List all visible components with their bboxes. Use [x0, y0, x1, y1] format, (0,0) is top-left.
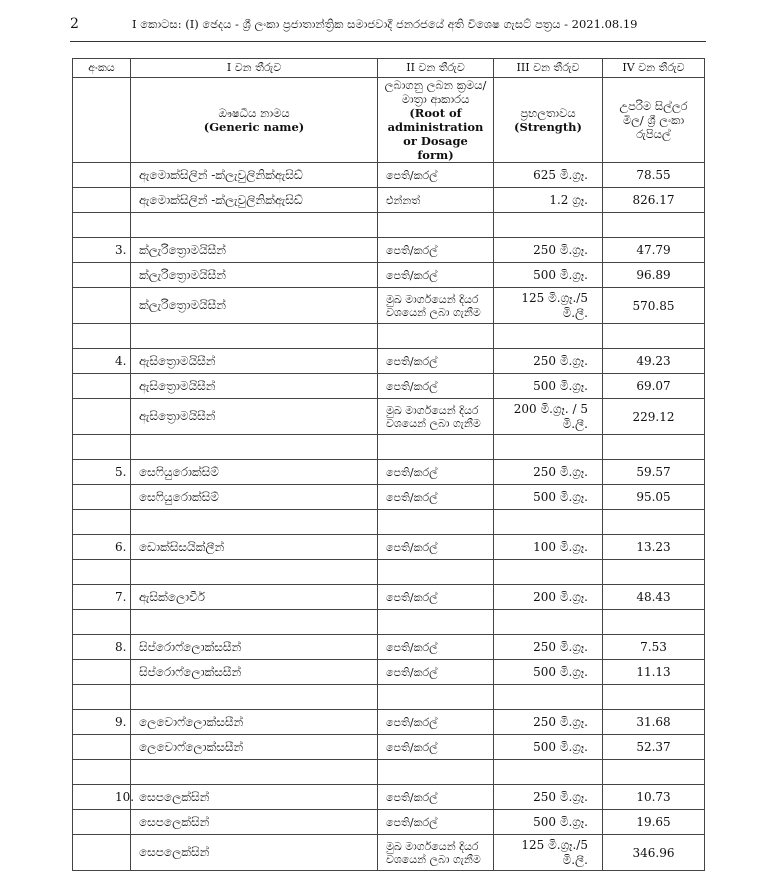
- generic-name-cell: ලෙවොෆ්ලොක්සසීන්: [131, 710, 378, 735]
- table-row: [73, 835, 705, 871]
- generic-name-cell: ලෙවොෆ්ලොක්සසීන්: [131, 735, 378, 760]
- table-row: [73, 399, 705, 435]
- spacer-row: [73, 213, 705, 238]
- max-retail-price-cell: 59.57: [603, 460, 705, 485]
- item-number-cell: [73, 435, 131, 460]
- max-retail-price-cell: 52.37: [603, 735, 705, 760]
- item-number-cell: [73, 213, 131, 238]
- page-header: [70, 16, 706, 36]
- max-retail-price-cell: [603, 324, 705, 349]
- table-row: [73, 263, 705, 288]
- generic-name-cell: සෙපලෙක්සින්: [131, 835, 378, 871]
- dosage-form-cell: එන්නත්: [378, 188, 494, 213]
- generic-name-cell: [131, 435, 378, 460]
- strength-cell: [494, 760, 603, 785]
- dosage-form-cell: පෙති/කරල්: [378, 585, 494, 610]
- max-retail-price-cell: 7.53: [603, 635, 705, 660]
- dosage-form-cell: පෙති/කරල්: [378, 735, 494, 760]
- item-number-cell: [73, 288, 131, 324]
- dosage-form-cell: පෙති/කරල්: [378, 635, 494, 660]
- strength-header: [494, 78, 603, 163]
- generic-name-cell: සිප්රොෆ්ලොක්සසීන්: [131, 635, 378, 660]
- strength-cell: [494, 685, 603, 710]
- item-number-cell: [73, 610, 131, 635]
- sub-header-empty: [73, 78, 131, 163]
- dosage-form-cell: [378, 435, 494, 460]
- dosage-form-cell: [378, 324, 494, 349]
- strength-cell: 125 මි.ග්‍රෑ./5 මි.ලී.: [494, 288, 603, 324]
- strength-cell: [494, 560, 603, 585]
- max-retail-price-cell: 96.89: [603, 263, 705, 288]
- strength-cell: 200 මි.ග්‍රෑ.: [494, 585, 603, 610]
- table-row: [73, 535, 705, 560]
- strength-cell: 250 මි.ග්‍රෑ.: [494, 460, 603, 485]
- dosage-form-cell: පෙති/කරල්: [378, 349, 494, 374]
- route-header: [378, 78, 494, 163]
- dosage-form-cell: [378, 760, 494, 785]
- item-number-cell: [73, 660, 131, 685]
- max-retail-price-cell: 346.96: [603, 835, 705, 871]
- strength-cell: [494, 324, 603, 349]
- dosage-form-cell: පෙති/කරල්: [378, 660, 494, 685]
- max-retail-price-cell: 78.55: [603, 163, 705, 188]
- strength-cell: 125 මි.ග්‍රෑ./5 මි.ලී.: [494, 835, 603, 871]
- dosage-form-cell: [378, 510, 494, 535]
- strength-cell: 625 මි.ග්‍රෑ.: [494, 163, 603, 188]
- strength-cell: [494, 510, 603, 535]
- generic-name-cell: ඇමොක්සිලින් -ක්ලැවුලිනික්ඇසිඩ්: [131, 163, 378, 188]
- column-header: II වන තීරුව: [378, 59, 494, 78]
- dosage-form-cell: මුඛ මාර්ගයෙන් දියර වශයෙන් ලබා ගැනීම: [378, 288, 494, 324]
- strength-cell: 100 මි.ග්‍රෑ.: [494, 535, 603, 560]
- strength-cell: 250 මි.ග්‍රෑ.: [494, 349, 603, 374]
- generic-name-cell: ක්ලැරිත්‍රොමයිසීන්: [131, 263, 378, 288]
- dosage-form-cell: පෙති/කරල්: [378, 374, 494, 399]
- strength-cell: 500 මි.ග්‍රෑ.: [494, 810, 603, 835]
- max-retail-price-cell: [603, 685, 705, 710]
- spacer-row: [73, 760, 705, 785]
- dosage-form-cell: පෙති/කරල්: [378, 460, 494, 485]
- dosage-form-cell: මුඛ මාර්ගයෙන් දියර වශයෙන් ලබා ගැනීම: [378, 835, 494, 871]
- dosage-form-cell: පෙති/කරල්: [378, 710, 494, 735]
- item-number-cell: [73, 685, 131, 710]
- spacer-row: [73, 435, 705, 460]
- strength-cell: 250 මි.ග්‍රෑ.: [494, 785, 603, 810]
- generic-name-cell: [131, 610, 378, 635]
- spacer-row: [73, 610, 705, 635]
- max-retail-price-cell: [603, 760, 705, 785]
- dosage-form-cell: මුඛ මාර්ගයෙන් දියර වශයෙන් ලබා ගැනීම: [378, 399, 494, 435]
- table-row: [73, 460, 705, 485]
- max-retail-price-cell: 69.07: [603, 374, 705, 399]
- max-retail-price-cell: 48.43: [603, 585, 705, 610]
- strength-si: ප්‍රභලතාවය: [520, 106, 576, 120]
- item-number-cell: [73, 485, 131, 510]
- strength-cell: [494, 435, 603, 460]
- generic-name-cell: [131, 510, 378, 535]
- generic-name-cell: [131, 685, 378, 710]
- item-number-cell: [73, 374, 131, 399]
- price-si: උපරිම සිල්ලර මිල/ ශ්‍රී ලංකා රුපියල්: [619, 99, 688, 141]
- strength-cell: 500 මි.ග්‍රෑ.: [494, 735, 603, 760]
- item-number-cell: [73, 510, 131, 535]
- item-number-cell: 7.: [73, 585, 131, 610]
- max-retail-price-cell: 31.68: [603, 710, 705, 735]
- max-retail-price-cell: 10.73: [603, 785, 705, 810]
- item-number-cell: [73, 760, 131, 785]
- generic-name-cell: ඇසිත්‍රොමයිසීන්: [131, 374, 378, 399]
- item-number-cell: [73, 188, 131, 213]
- strength-en: (Strength): [514, 120, 582, 134]
- generic-name-cell: ඩොක්සිසයික්ලීන්: [131, 535, 378, 560]
- max-retail-price-cell: 19.65: [603, 810, 705, 835]
- column-header: I වන තීරුව: [131, 59, 378, 78]
- strength-cell: [494, 213, 603, 238]
- generic-name-cell: ඇමොක්සිලින් -ක්ලැවුලිනික්ඇසිඩ්: [131, 188, 378, 213]
- max-retail-price-cell: 229.12: [603, 399, 705, 435]
- table-row: [73, 785, 705, 810]
- generic-name-cell: [131, 324, 378, 349]
- page-number: 2: [70, 16, 79, 32]
- max-retail-price-cell: 11.13: [603, 660, 705, 685]
- generic-name-cell: සෙෆියුරොක්සිම්: [131, 485, 378, 510]
- table-row: [73, 374, 705, 399]
- max-retail-price-cell: 826.17: [603, 188, 705, 213]
- generic-name-header: [131, 78, 378, 163]
- dosage-form-cell: පෙති/කරල්: [378, 263, 494, 288]
- item-number-cell: [73, 735, 131, 760]
- header-rule: [70, 41, 706, 42]
- generic-name-cell: [131, 213, 378, 238]
- item-number-cell: 6.: [73, 535, 131, 560]
- max-retail-price-cell: [603, 510, 705, 535]
- generic-name-cell: ක්ලැරිත්‍රොමයිසීන්: [131, 238, 378, 263]
- table-row: [73, 710, 705, 735]
- generic-name-cell: [131, 760, 378, 785]
- route-en: (Root of administration or Dosage form): [387, 106, 484, 162]
- spacer-row: [73, 560, 705, 585]
- strength-cell: 500 මි.ග්‍රෑ.: [494, 485, 603, 510]
- price-table: [72, 58, 705, 871]
- table-row: [73, 238, 705, 263]
- route-si: ලබාගනු ලබන ක්‍රමය/ මාත්‍රා ආකාරය: [384, 78, 487, 106]
- max-retail-price-cell: 47.79: [603, 238, 705, 263]
- generic-name-cell: සෙෆියුරොක්සිම්: [131, 460, 378, 485]
- generic-name-si: ඖෂධීය නාමය: [218, 106, 290, 120]
- max-retail-price-cell: [603, 213, 705, 238]
- generic-name-cell: [131, 560, 378, 585]
- table-row: [73, 660, 705, 685]
- strength-cell: [494, 610, 603, 635]
- generic-name-cell: ඇසිත්‍රොමයිසීන්: [131, 349, 378, 374]
- column-header: IV වන තීරුව: [603, 59, 705, 78]
- generic-name-cell: ක්ලැරිත්‍රොමයිසීන්: [131, 288, 378, 324]
- dosage-form-cell: පෙති/කරල්: [378, 238, 494, 263]
- table-row: [73, 288, 705, 324]
- table-row: [73, 810, 705, 835]
- item-number-cell: 4.: [73, 349, 131, 374]
- max-retail-price-cell: [603, 435, 705, 460]
- item-number-cell: 5.: [73, 460, 131, 485]
- column-header: අංකය: [73, 59, 131, 78]
- gazette-title: I කොටස: (I) ඡෙදය - ශ්‍රී ලංකා ප්‍රජාතාන්ත්‍රික සමාජවාදී ජනරජයේ අති විශෙෂ ගැසට් පත්‍රය - 2021.08.19: [132, 17, 638, 31]
- item-number-cell: [73, 163, 131, 188]
- generic-name-cell: සෙපලෙක්සින්: [131, 810, 378, 835]
- table-row: [73, 349, 705, 374]
- table-row: [73, 485, 705, 510]
- item-number-cell: [73, 263, 131, 288]
- max-retail-price-cell: 570.85: [603, 288, 705, 324]
- table-row: [73, 735, 705, 760]
- strength-cell: 500 මි.ග්‍රෑ.: [494, 660, 603, 685]
- table-row: [73, 188, 705, 213]
- dosage-form-cell: [378, 213, 494, 238]
- item-number-cell: 9.: [73, 710, 131, 735]
- max-retail-price-cell: [603, 610, 705, 635]
- column-header-row: [73, 59, 705, 78]
- max-retail-price-cell: 49.23: [603, 349, 705, 374]
- spacer-row: [73, 510, 705, 535]
- spacer-row: [73, 324, 705, 349]
- strength-cell: 250 මි.ග්‍රෑ.: [494, 238, 603, 263]
- dosage-form-cell: [378, 560, 494, 585]
- max-retail-price-cell: 95.05: [603, 485, 705, 510]
- generic-name-cell: සෙපලෙක්සින්: [131, 785, 378, 810]
- generic-name-cell: සිප්රොෆ්ලොක්සසීන්: [131, 660, 378, 685]
- table-row: [73, 635, 705, 660]
- max-retail-price-cell: [603, 560, 705, 585]
- column-header: III වන තීරුව: [494, 59, 603, 78]
- generic-name-cell: ඇසික්ලොවීර්: [131, 585, 378, 610]
- item-number-cell: [73, 324, 131, 349]
- spacer-row: [73, 685, 705, 710]
- strength-cell: 500 මි.ග්‍රෑ.: [494, 374, 603, 399]
- dosage-form-cell: පෙති/කරල්: [378, 785, 494, 810]
- item-number-cell: [73, 560, 131, 585]
- generic-name-cell: ඇසිත්‍රොමයිසීන්: [131, 399, 378, 435]
- dosage-form-cell: [378, 610, 494, 635]
- strength-cell: 250 මි.ග්‍රෑ.: [494, 635, 603, 660]
- sub-header-row: [73, 78, 705, 163]
- generic-name-en: (Generic name): [203, 120, 305, 134]
- dosage-form-cell: පෙති/කරල්: [378, 810, 494, 835]
- item-number-cell: [73, 810, 131, 835]
- strength-cell: 1.2 ග්‍රෑ.: [494, 188, 603, 213]
- dosage-form-cell: පෙති/කරල්: [378, 163, 494, 188]
- dosage-form-cell: [378, 685, 494, 710]
- dosage-form-cell: පෙති/කරල්: [378, 535, 494, 560]
- price-header: [603, 78, 705, 163]
- item-number-cell: 10.: [73, 785, 131, 810]
- max-retail-price-cell: 13.23: [603, 535, 705, 560]
- item-number-cell: 8.: [73, 635, 131, 660]
- table-row: [73, 585, 705, 610]
- strength-cell: 200 මි.ග්‍රෑ. / 5 මි.ලී.: [494, 399, 603, 435]
- item-number-cell: 3.: [73, 238, 131, 263]
- table-row: [73, 163, 705, 188]
- item-number-cell: [73, 399, 131, 435]
- strength-cell: 250 මි.ග්‍රෑ.: [494, 710, 603, 735]
- dosage-form-cell: පෙති/කරල්: [378, 485, 494, 510]
- item-number-cell: [73, 835, 131, 871]
- strength-cell: 500 මි.ග්‍රෑ.: [494, 263, 603, 288]
